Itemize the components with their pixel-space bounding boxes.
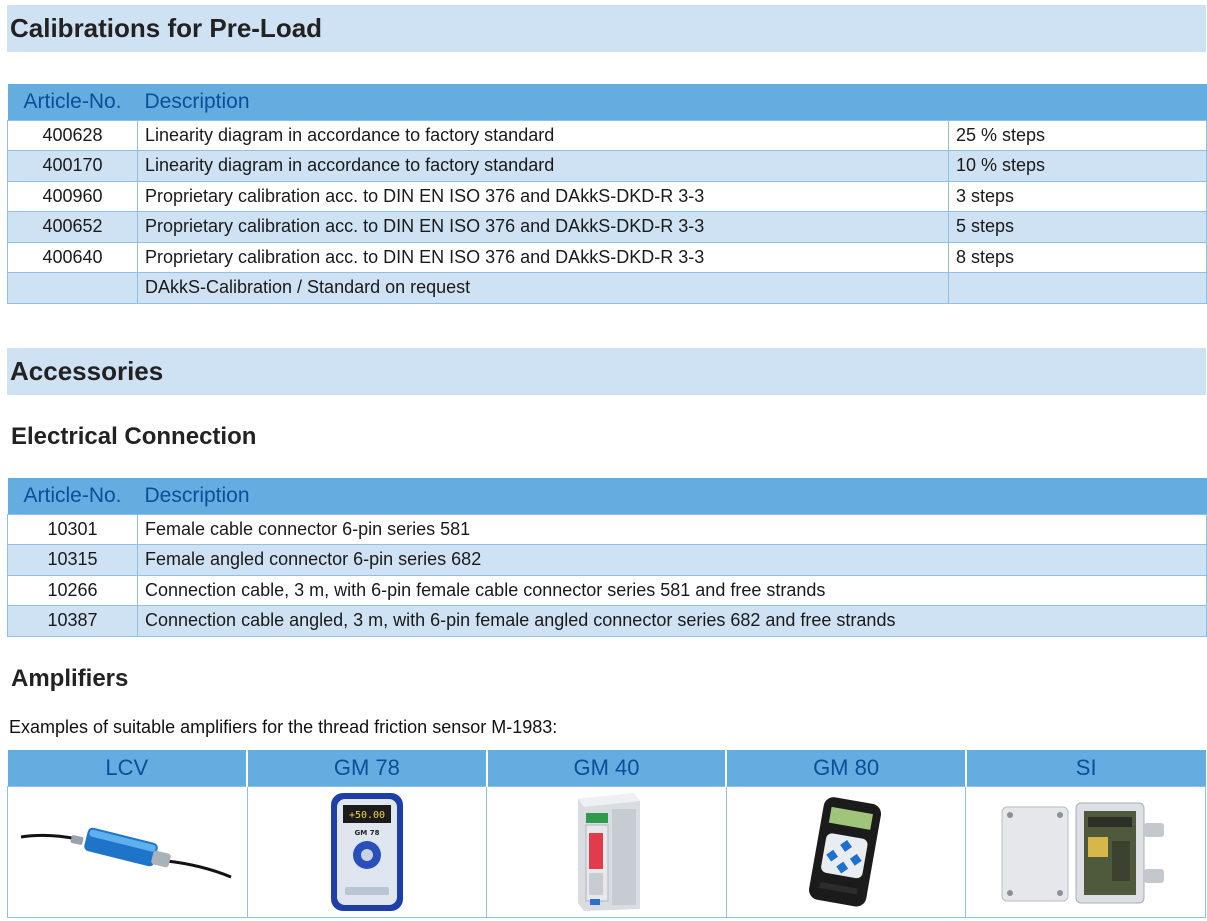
table-row [8, 575, 1207, 606]
electrical-connection-table [7, 478, 1207, 637]
table-row [8, 151, 1207, 182]
junction-box-icon [996, 797, 1176, 907]
electrical-connection-heading: Electrical Connection [11, 423, 257, 450]
description-cell: Proprietary calibration acc. to DIN EN ISO 376 and DAkkS-DKD-R 3-3 [138, 212, 949, 243]
steps-cell: 5 steps [949, 212, 1207, 243]
article-number: 10301 [8, 514, 138, 545]
amplifier-name-si: SI [966, 750, 1206, 786]
amplifiers-heading: Amplifiers [11, 665, 129, 692]
steps-cell: 10 % steps [949, 151, 1207, 182]
amplifier-name-gm40: GM 40 [487, 750, 727, 786]
description-cell: Proprietary calibration acc. to DIN EN ISO 376 and DAkkS-DKD-R 3-3 [138, 181, 949, 212]
amplifiers-table [7, 750, 1206, 918]
amplifier-image-si [966, 786, 1206, 917]
table-row [8, 212, 1207, 243]
table-row [8, 273, 1207, 304]
description-cell: Proprietary calibration acc. to DIN EN ISO 376 and DAkkS-DKD-R 3-3 [138, 242, 949, 273]
din-rail-module-icon [556, 791, 656, 913]
handheld-display-icon [327, 791, 407, 913]
amplifiers-header-row [8, 750, 1206, 786]
amplifiers-intro: Examples of suitable amplifiers for the thread friction sensor M-1983: [9, 717, 558, 737]
gm78-model-label: GM 78 [354, 828, 380, 837]
description-cell: DAkkS-Calibration / Standard on request [138, 273, 949, 304]
calibration-section-title: Calibrations for Pre-Load [7, 5, 1206, 52]
description-cell: Female cable connector 6-pin series 581 [138, 514, 1207, 545]
amplifier-name-lcv: LCV [8, 750, 248, 786]
steps-cell: 3 steps [949, 181, 1207, 212]
calibration-header-row [8, 84, 1207, 120]
accessories-section-title: Accessories [7, 348, 1206, 395]
steps-cell: 8 steps [949, 242, 1207, 273]
article-number [8, 273, 138, 304]
amplifier-name-gm80: GM 80 [726, 750, 966, 786]
handheld-meter-icon [806, 796, 886, 908]
description-cell: Linearity diagram in accordance to factory standard [138, 151, 949, 182]
amplifier-image-gm78 [247, 786, 487, 917]
article-number: 400628 [8, 120, 138, 151]
article-number: 10387 [8, 606, 138, 637]
article-number: 400652 [8, 212, 138, 243]
article-number: 400170 [8, 151, 138, 182]
article-number: 400960 [8, 181, 138, 212]
article-number: 10315 [8, 545, 138, 576]
table-row [8, 545, 1207, 576]
table-row [8, 514, 1207, 545]
description-header: Description [138, 84, 1207, 120]
description-cell: Connection cable, 3 m, with 6-pin female cable connector series 581 and free strands [138, 575, 1207, 606]
description-header: Description [138, 478, 1207, 514]
inline-amplifier-icon [17, 817, 237, 887]
steps-cell [949, 273, 1207, 304]
article-no-header: Article-No. [8, 478, 138, 514]
gm78-display-readout: +50.00 [348, 809, 385, 821]
article-no-header: Article-No. [8, 84, 138, 120]
calibration-table [7, 84, 1207, 304]
amplifier-images-row [8, 786, 1206, 917]
table-row [8, 606, 1207, 637]
table-row [8, 120, 1207, 151]
table-row [8, 181, 1207, 212]
electrical-header-row [8, 478, 1207, 514]
amplifier-image-lcv [8, 786, 248, 917]
amplifier-image-gm40 [487, 786, 727, 917]
amplifier-image-gm80 [726, 786, 966, 917]
description-cell: Female angled connector 6-pin series 682 [138, 545, 1207, 576]
steps-cell: 25 % steps [949, 120, 1207, 151]
article-number: 400640 [8, 242, 138, 273]
table-row [8, 242, 1207, 273]
description-cell: Linearity diagram in accordance to factory standard [138, 120, 949, 151]
amplifier-name-gm78: GM 78 [247, 750, 487, 786]
description-cell: Connection cable angled, 3 m, with 6-pin female angled connector series 682 and free strands [138, 606, 1207, 637]
article-number: 10266 [8, 575, 138, 606]
